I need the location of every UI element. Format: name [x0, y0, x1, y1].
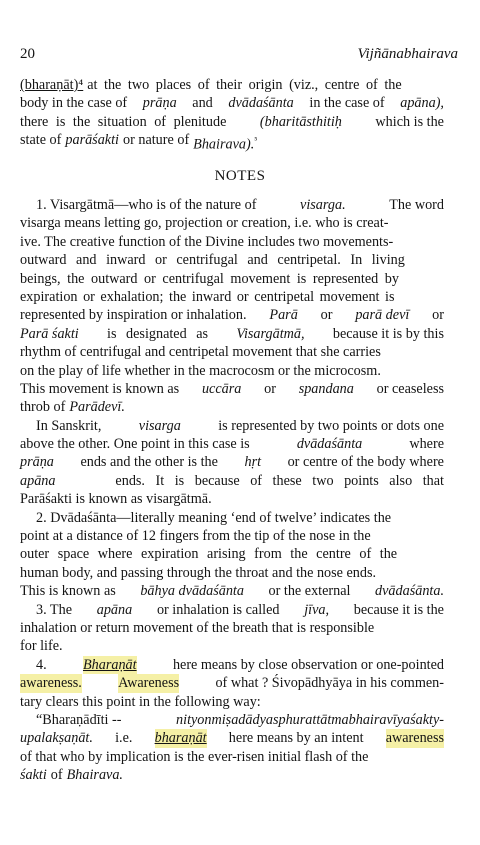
intro-paragraph — [20, 76, 444, 153]
text-line: human body, and passing through the throat and the nose ends. — [20, 564, 377, 581]
text-line: there is the situation of plenitude (bharitāsthitiḥ which is the — [20, 113, 444, 130]
text-line: Parā śakti is designated as Visargātmā, because it is by this — [20, 325, 444, 342]
text-line: beings, the outward or centrifugal movement is represented by — [20, 270, 399, 287]
text-line: visarga means letting go, projection or creation, i.e. who is creat- — [20, 215, 389, 232]
text-line: inhalation or return movement of the breath that is responsible — [20, 619, 375, 636]
text-line: expiration or exhalation; the inward or centripetal movement is — [20, 288, 395, 305]
text-line: This movement is known as uccāra or spandana or ceaseless — [20, 380, 444, 397]
text-line: state of parāśakti or nature of Bhairava).$^{^5}$ — [20, 132, 258, 153]
text-line: In Sanskrit, visarga is represented by two points or dots one — [36, 417, 444, 434]
text-line: (bharaṇāt)⁴ at the two places of their origin (viz., centre of the — [20, 77, 402, 93]
text-line: represented by inspiration or inhalation. Parā or parā devī or — [20, 307, 444, 324]
text-line: tary clears this point in the following way: — [20, 693, 261, 710]
text-line: body in the case of prāṇa and dvādaśānta in the case of apāna), — [20, 95, 444, 112]
text-line: of that who by implication is the ever-risen initial flash of the — [20, 748, 369, 765]
text-line: outward and inward or centrifugal and centripetal. In living — [20, 252, 405, 269]
text-line: point at a distance of 12 fingers from the tip of the nose in the — [20, 528, 371, 545]
page-number: 20 — [20, 46, 35, 62]
text-line: outer space where expiration arising from the centre of the — [20, 546, 398, 563]
running-title: Vijñānabhairava — [357, 46, 458, 62]
text-line: awareness. Awareness of what ? Śivopādhyāya in his commen- — [20, 675, 444, 692]
text-line: 4. Bharaṇāt here means by close observation or one-pointed — [36, 656, 444, 673]
text-line: prāṇa ends and the other is the hṛt or centre of the body where — [20, 454, 444, 471]
text-line: This is known as bāhya dvādaśānta or the external dvādaśānta. — [20, 583, 444, 600]
text-line: above the other. One point in this case is dvādaśānta where — [20, 436, 444, 453]
page-header — [20, 46, 458, 63]
text-line: śakti of Bhairava. — [20, 767, 123, 784]
notes-body — [20, 196, 444, 785]
text-line: for life. — [20, 638, 63, 655]
highlighted-term: Awareness — [118, 675, 180, 692]
text-line: 2. Dvādaśānta—literally meaning ‘end of twelve’ indicates the — [36, 509, 392, 526]
text-line: throb of Parādevī. — [20, 399, 125, 416]
notes-heading: NOTES — [214, 168, 266, 184]
text-line: 1. Visargātmā—who is of the nature of visarga. The word — [36, 197, 444, 213]
text-line: apāna ends. It is because of these two points also that — [20, 472, 444, 489]
text-line: on the play of life whether in the macrocosm or the microcosm. — [20, 362, 381, 379]
highlighted-term: awareness — [385, 730, 444, 747]
highlighted-term: awareness. — [20, 675, 82, 692]
text-line: “Bharaṇādīti -- nityonmiṣadādyasphurattātmabhairavīyaśakty- — [36, 711, 444, 728]
text-line: Parāśakti is known as visargātmā. — [20, 491, 212, 508]
text-line: ive. The creative function of the Divine includes two movements- — [20, 233, 394, 250]
text-line: upalakṣaṇāt. i.e. bharaṇāt here means by an intent awareness — [20, 730, 444, 747]
highlighted-term: Bharaṇāt — [82, 656, 137, 673]
text-line: rhythm of centrifugal and centripetal movement that she carries — [20, 344, 381, 361]
text-line: 3. The apāna or inhalation is called jīva, because it is the — [36, 601, 444, 618]
highlighted-term: bharaṇāt — [154, 730, 207, 747]
